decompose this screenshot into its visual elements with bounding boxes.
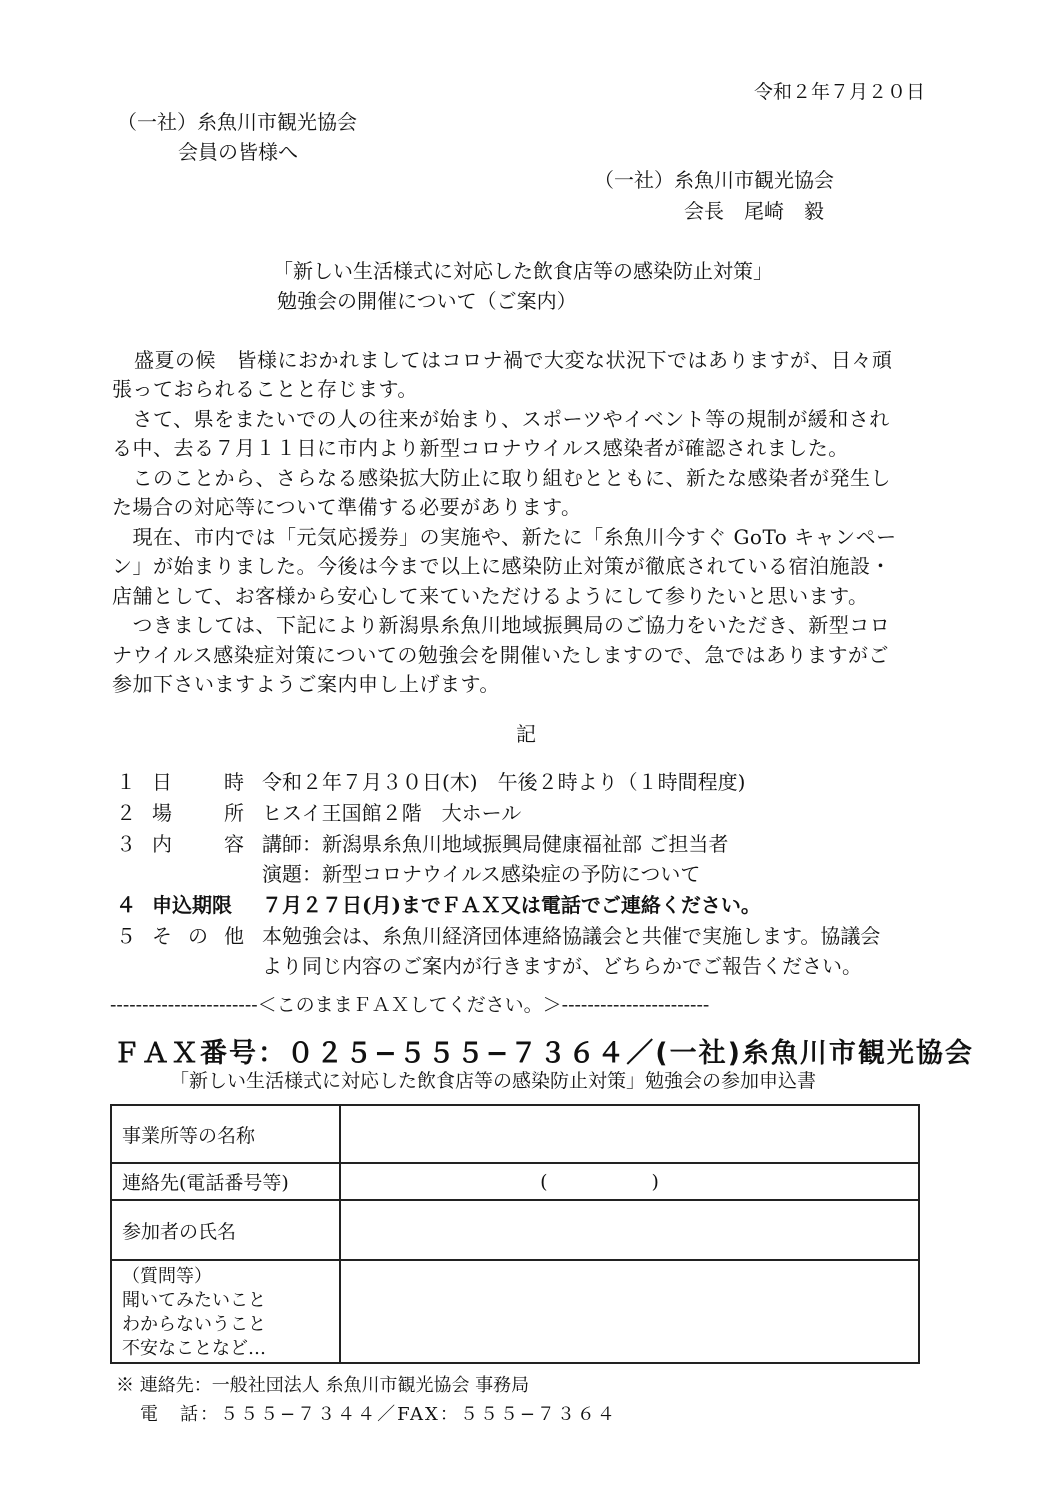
form-label: 連絡先(電話番号等) [111, 1163, 340, 1200]
body-line: このことから、さらなる感染拡大防止に取り組むとともに、新たな感染者が発生し [112, 466, 891, 490]
form-row [111, 1163, 919, 1200]
fax-header: ＦＡＸ番号：０２５−５５５−７３６４／(一社)糸魚川市観光協会 [113, 1038, 974, 1069]
item-label-char: 時 [224, 770, 244, 794]
item-label-char: 容 [224, 832, 244, 856]
body-line: 現在、市内では「元気応援券」の実施や、新たに「糸魚川今すぐ GoTo キャンペー [112, 525, 897, 549]
item-number: ２ [116, 801, 136, 825]
form-label: 事業所等の名称 [111, 1105, 340, 1163]
item-label-char: 日 [152, 770, 172, 794]
item-value: ７月２７日(月)までＦＡＸ又は電話でご連絡ください。 [262, 893, 761, 917]
item-value: ヒスイ王国館２階 大ホール [262, 801, 522, 825]
questions-field[interactable] [340, 1260, 919, 1363]
body-line: 張っておられることと存じます。 [112, 377, 418, 401]
item-label [152, 766, 244, 795]
application-form [110, 1104, 920, 1364]
item-label [152, 920, 244, 949]
business-name-field[interactable] [340, 1105, 919, 1163]
sender-org: （一社）糸魚川市観光協会 [594, 168, 834, 192]
item-label-char: 所 [224, 801, 244, 825]
addressee-line: 会員の皆様へ [178, 140, 298, 164]
form-title: 「新しい生活様式に対応した飲食店等の感染防止対策」勉強会の参加申込書 [170, 1070, 817, 1092]
item-value: 令和２年７月３０日(木) 午後２時より（１時間程度) [262, 770, 746, 794]
body-line: つきましては、下記により新潟県糸魚川地域振興局のご協力をいただき、新型コロ [112, 613, 891, 637]
form-label: （質問等） 聞いてみたいこと わからないうこと 不安なことなど… [111, 1260, 340, 1363]
title-line-1: 「新しい生活様式に対応した飲食店等の感染防止対策」 [273, 259, 773, 283]
contact-field[interactable] [340, 1163, 919, 1200]
item-number: １ [116, 770, 136, 794]
item-label-char: 他 [224, 924, 244, 948]
paren-open: ( [540, 1170, 548, 1193]
item-label-char: 場 [152, 801, 172, 825]
form-row [111, 1260, 919, 1363]
phone-parentheses [351, 1171, 908, 1193]
body-line: ン」が始まりました。今後は今まで以上に感染防止対策が徹底されている宿泊施設・ [112, 554, 891, 578]
cut-line: -----------------------＜このままＦＡＸしてください。＞----------------------- [110, 994, 710, 1016]
item-value: 演題：新型コロナウイルス感染症の予防について [262, 862, 701, 886]
body-line: る中、去る７月１１日に市内より新型コロナウイルス感染者が確認されました。 [112, 436, 849, 460]
item-label [152, 828, 244, 857]
body-line: 盛夏の候 皆様におかれましてはコロナ禍で大変な状況下ではありますが、日々頑 [134, 348, 893, 372]
body-line: ナウイルス感染症対策についての勉強会を開催いたしますので、急ではありますがご [112, 643, 889, 667]
item-label [152, 797, 244, 826]
title-line-2: 勉強会の開催について（ご案内） [277, 289, 577, 313]
item-label-text: 申込期限 [152, 893, 232, 917]
form-row [111, 1200, 919, 1260]
item-label-char: の [188, 924, 208, 948]
paren-close: ) [651, 1170, 659, 1193]
addressee-org: （一社）糸魚川市観光協会 [117, 110, 357, 134]
body-line: 参加下さいますようご案内申し上げます。 [112, 672, 500, 696]
participant-name-field[interactable] [340, 1200, 919, 1260]
body-line: 店舗として、お客様から安心して来ていただけるようにして参りたいと思います。 [112, 584, 869, 608]
ki-heading: 記 [516, 722, 536, 746]
item-value: 本勉強会は、糸魚川経済団体連絡協議会と共催で実施します。協議会 [262, 924, 881, 948]
item-value: より同じ内容のご案内が行きますが、どちらかでご報告ください。 [262, 954, 862, 978]
form-label: 参加者の氏名 [111, 1200, 340, 1260]
item-value: 講師：新潟県糸魚川地域振興局健康福祉部 ご担当者 [262, 832, 729, 856]
body-line: さて、県をまたいでの人の往来が始まり、スポーツやイベント等の規制が緩和され [112, 407, 890, 431]
form-row [111, 1105, 919, 1163]
sender-name: 会長 尾崎 毅 [684, 199, 824, 223]
footer-phone: 電 話：５５５−７３４４／FAX：５５５−７３６４ [140, 1404, 617, 1425]
item-number: ５ [116, 924, 136, 948]
item-number: ３ [116, 832, 136, 856]
item-label [152, 889, 244, 918]
item-label-char: 内 [152, 832, 172, 856]
item-label-char: そ [152, 924, 172, 948]
item-number: ４ [116, 893, 136, 917]
document-date: 令和２年７月２０日 [754, 81, 926, 103]
footer-contact: ※ 連絡先：一般社団法人 糸魚川市観光協会 事務局 [116, 1375, 530, 1396]
body-line: た場合の対応等について準備する必要があります。 [112, 495, 582, 519]
